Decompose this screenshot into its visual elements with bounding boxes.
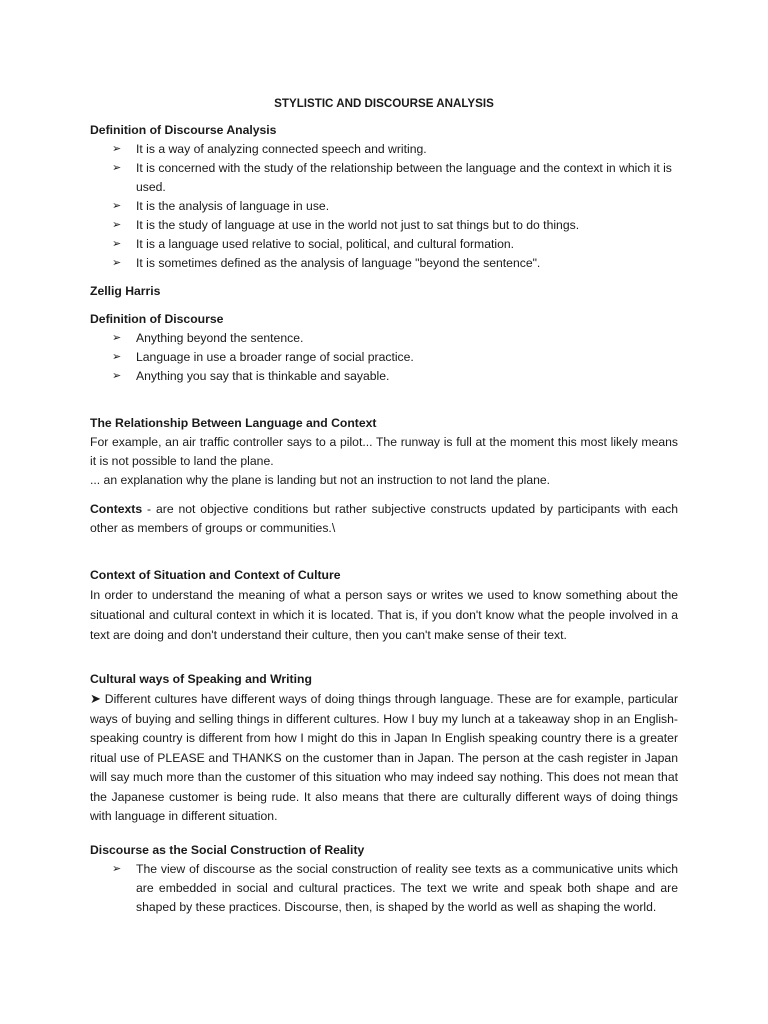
section-relationship [90,414,678,490]
arrow-bullet-icon: ➢ [112,257,122,269]
arrow-bullet-icon: ➤ [90,691,101,706]
arrow-bullet-icon: ➢ [112,143,122,155]
paragraph: In order to understand the meaning of what a person says or writes we used to know something about the situational and cultural context in which it is located. That is, if you don't know what the people involved in a text are doing and don't understand their culture, then you can't make sense of their text. [90,588,678,642]
list-item-text: Anything you say that is thinkable and sayable. [136,369,390,383]
section-def-discourse-analysis [90,121,678,273]
list-item-text: It is concerned with the study of the relationship between the language and the context in which it is used. [136,161,672,194]
arrow-bullet-icon: ➢ [112,219,122,231]
list-item [90,140,678,159]
arrow-bullet-icon: ➢ [112,351,122,363]
list-item [90,235,678,254]
list-item-text: It is the study of language at use in the world not just to sat things but to do things. [136,218,580,232]
arrow-bullet-icon: ➢ [112,863,122,875]
zellig-harris-heading: Zellig Harris [90,284,161,298]
section-def-discourse [90,310,678,386]
bullet-list [90,329,678,386]
list-item [90,216,678,235]
arrow-bullet-icon: ➢ [112,162,122,174]
list-item-text: It is the analysis of language in use. [136,199,330,213]
section-heading: Discourse as the Social Construction of Reality [90,843,365,857]
list-item-text: It is a way of analyzing connected speech and writing. [136,142,427,156]
bullet-list [90,140,678,273]
list-item [90,348,678,367]
section-heading: Definition of Discourse [90,312,224,326]
bullet-list [90,860,678,917]
section-heading: Cultural ways of Speaking and Writing [90,672,312,686]
section-situation [90,566,678,645]
list-item-text: It is a language used relative to social, political, and cultural formation. [136,237,515,251]
paragraph: For example, an air traffic controller says to a pilot... The runway is full at the moment this most likely means it is not possible to land the plane. [90,435,678,468]
paragraph [90,689,678,827]
section-cultural [90,670,678,827]
list-item [90,860,678,917]
contexts-label: Contexts [90,502,143,516]
arrow-bullet-icon: ➢ [112,332,122,344]
list-item [90,254,678,273]
section-heading: Context of Situation and Context of Culture [90,568,341,582]
list-item [90,159,678,197]
list-item-text: Language in use a broader range of social practice. [136,350,414,364]
paragraph: ... an explanation why the plane is landing but not an instruction to not land the plane. [90,473,551,487]
list-item [90,367,678,386]
section-heading: The Relationship Between Language and Context [90,416,377,430]
section-social [90,841,678,917]
list-item-text: Anything beyond the sentence. [136,331,304,345]
arrow-bullet-icon: ➢ [112,238,122,250]
paragraph-text: Different cultures have different ways of doing things through language. These are for example, particular ways of buying and selling things in different cultures. How I buy my lunch at a takeaway shop in an English-speaking country is different from how I might do this in Japan In English speaking country there is a greater ritual use of PLEASE and THANKS on the customer than in Japan. The person at the cash register in Japan will say much more than the customer of this situation who may indeed say nothing. This does not mean that the Japanese customer is being rude. It also means that there are culturally different ways of doing things with language in different situation. [90,692,678,823]
section-heading: Definition of Discourse Analysis [90,123,277,137]
arrow-bullet-icon: ➢ [112,200,122,212]
arrow-bullet-icon: ➢ [112,370,122,382]
list-item-text: The view of discourse as the social construction of reality see texts as a communicative units which are embedded in social and cultural practices. The text we write and speak both shape and are shaped by these practices. Discourse, then, is shaped by the world as well as shaping the world. [136,862,678,914]
page-title: STYLISTIC AND DISCOURSE ANALYSIS [274,97,494,110]
list-item [90,329,678,348]
contexts-paragraph [90,500,678,538]
contexts-text: - are not objective conditions but rather subjective constructs updated by participants with each other as members of groups or communities.\ [90,502,678,535]
list-item-text: It is sometimes defined as the analysis of language "beyond the sentence". [136,256,541,270]
list-item [90,197,678,216]
